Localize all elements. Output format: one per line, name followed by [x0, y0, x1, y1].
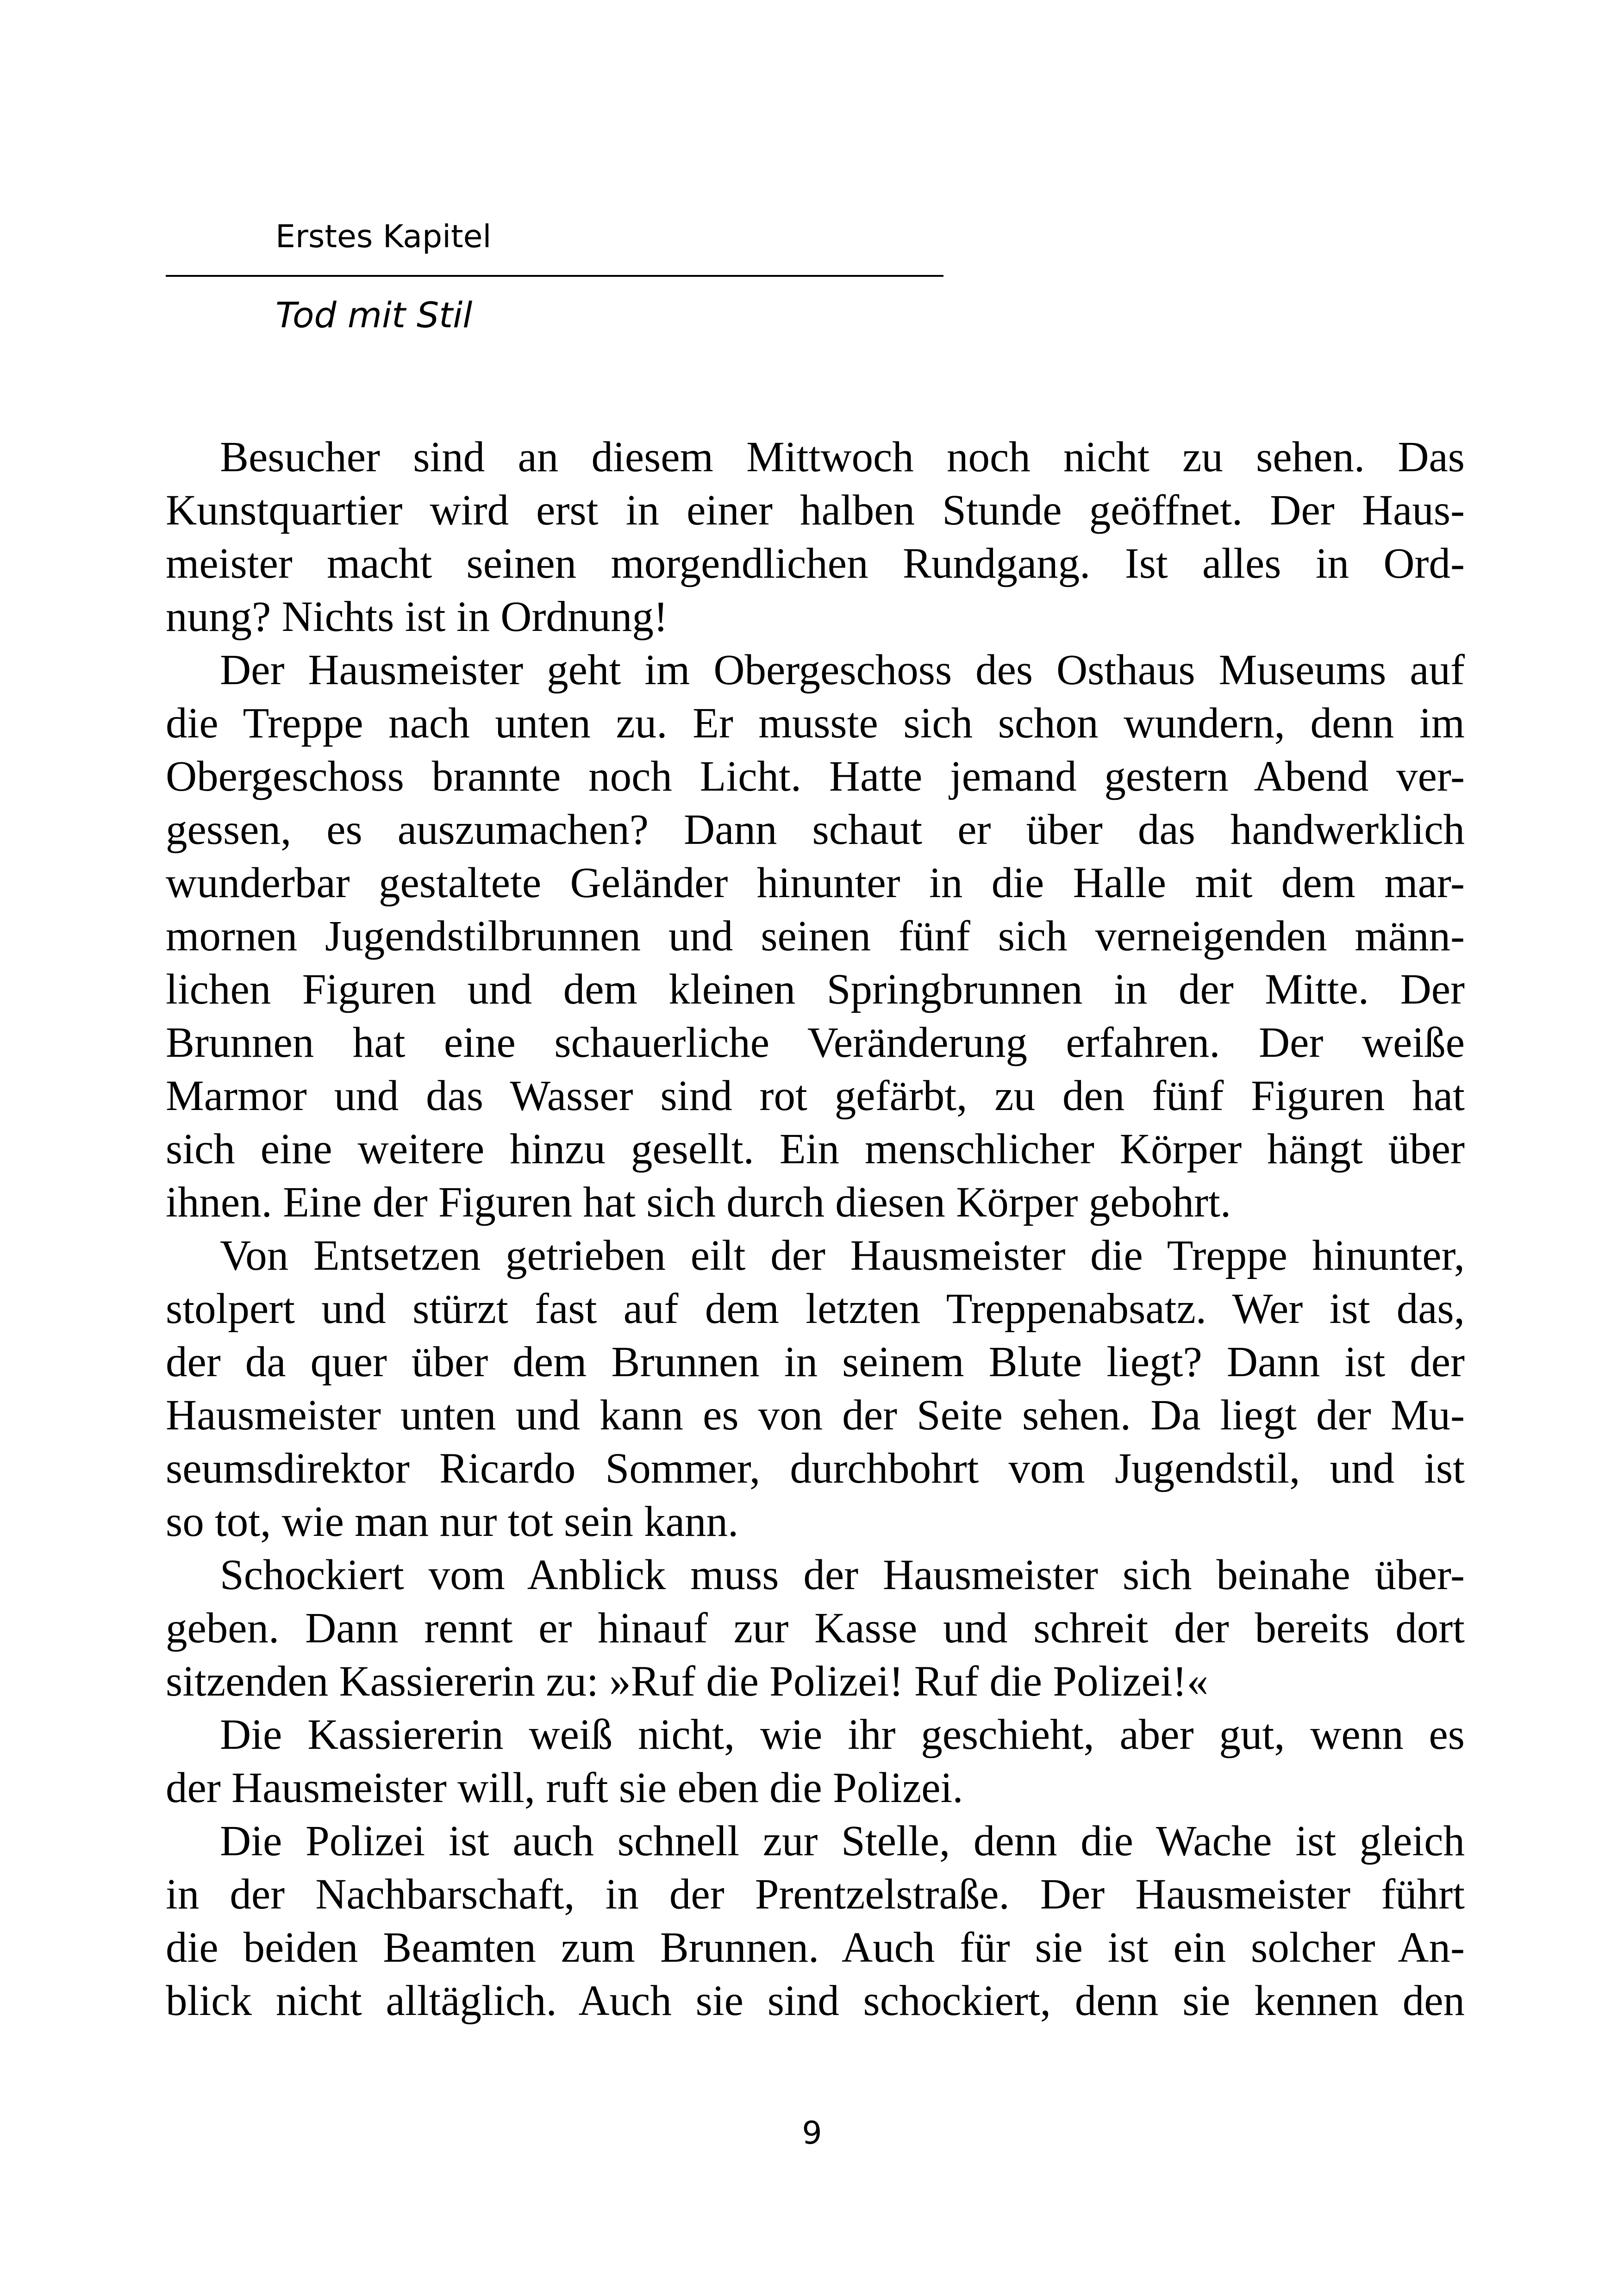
text-line: Kunstquartier wird erst in einer halben Stunde geöffnet. Der Haus-: [166, 486, 1465, 534]
text-line: so tot, wie man nur tot sein kann.: [166, 1498, 739, 1546]
text-line: Die Kassiererin weiß nicht, wie ihr geschieht, aber gut, wenn es: [220, 1711, 1465, 1759]
text-line: blick nicht alltäglich. Auch sie sind schockiert, denn sie kennen den: [166, 1977, 1465, 2025]
paragraph: [166, 1229, 1465, 1548]
text-line: Die Polizei ist auch schnell zur Stelle, denn die Wache ist gleich: [220, 1817, 1465, 1865]
text-line: sitzenden Kassiererin zu: »Ruf die Polizei! Ruf die Polizei!«: [166, 1658, 1209, 1705]
text-line: gessen, es auszumachen? Dann schaut er über das handwerklich: [166, 806, 1465, 854]
text-line: Obergeschoss brannte noch Licht. Hatte jemand gestern Abend ver-: [166, 753, 1465, 800]
text-line: die beiden Beamten zum Brunnen. Auch für sie ist ein solcher An-: [166, 1924, 1465, 1971]
body-text: [166, 430, 1465, 2027]
chapter-divider: [166, 275, 943, 277]
text-line: Brunnen hat eine schauerliche Veränderung erfahren. Der weiße: [166, 1019, 1465, 1066]
text-line: der da quer über dem Brunnen in seinem Blute liegt? Dann ist der: [166, 1338, 1465, 1386]
text-line: Der Hausmeister geht im Obergeschoss des Osthaus Museums auf: [220, 646, 1465, 694]
paragraph: [166, 1815, 1465, 2027]
text-line: ihnen. Eine der Figuren hat sich durch diesen Körper gebohrt.: [166, 1179, 1231, 1226]
text-line: sich eine weitere hinzu gesellt. Ein menschlicher Körper hängt über: [166, 1125, 1465, 1173]
text-line: Von Entsetzen getrieben eilt der Hausmeister die Treppe hinunter,: [220, 1232, 1465, 1279]
paragraph: [166, 1548, 1465, 1708]
text-line: geben. Dann rennt er hinauf zur Kasse und schreit der bereits dort: [166, 1604, 1465, 1652]
text-line: lichen Figuren und dem kleinen Springbrunnen in der Mitte. Der: [166, 966, 1465, 1013]
paragraph: [166, 1708, 1465, 1815]
text-line: seumsdirektor Ricardo Sommer, durchbohrt vom Jugendstil, und ist: [166, 1445, 1465, 1492]
text-line: der Hausmeister will, ruft sie eben die Polizei.: [166, 1764, 963, 1812]
text-line: meister macht seinen morgendlichen Rundgang. Ist alles in Ord-: [166, 540, 1465, 587]
text-line: Marmor und das Wasser sind rot gefärbt, zu den fünf Figuren hat: [166, 1072, 1465, 1120]
text-line: nung? Nichts ist in Ordnung!: [166, 593, 668, 641]
text-line: Hausmeister unten und kann es von der Seite sehen. Da liegt der Mu-: [166, 1391, 1465, 1439]
paragraph: [166, 430, 1465, 643]
chapter-title: Tod mit Stil: [275, 294, 473, 336]
text-line: Besucher sind an diesem Mittwoch noch nicht zu sehen. Das: [220, 433, 1465, 481]
text-line: die Treppe nach unten zu. Er musste sich schon wundern, denn im: [166, 699, 1465, 747]
page-number: 9: [802, 2115, 822, 2152]
text-line: wunderbar gestaltete Geländer hinunter in die Halle mit dem mar-: [166, 859, 1465, 907]
text-line: stolpert und stürzt fast auf dem letzten Treppenabsatz. Wer ist das,: [166, 1285, 1465, 1333]
text-line: Schockiert vom Anblick muss der Hausmeister sich beinahe über-: [220, 1551, 1465, 1599]
paragraph: [166, 643, 1465, 1229]
chapter-label: Erstes Kapitel: [275, 218, 492, 255]
text-line: in der Nachbarschaft, in der Prentzelstraße. Der Hausmeister führt: [166, 1871, 1465, 1918]
text-line: mornen Jugendstilbrunnen und seinen fünf sich verneigenden männ-: [166, 912, 1465, 960]
